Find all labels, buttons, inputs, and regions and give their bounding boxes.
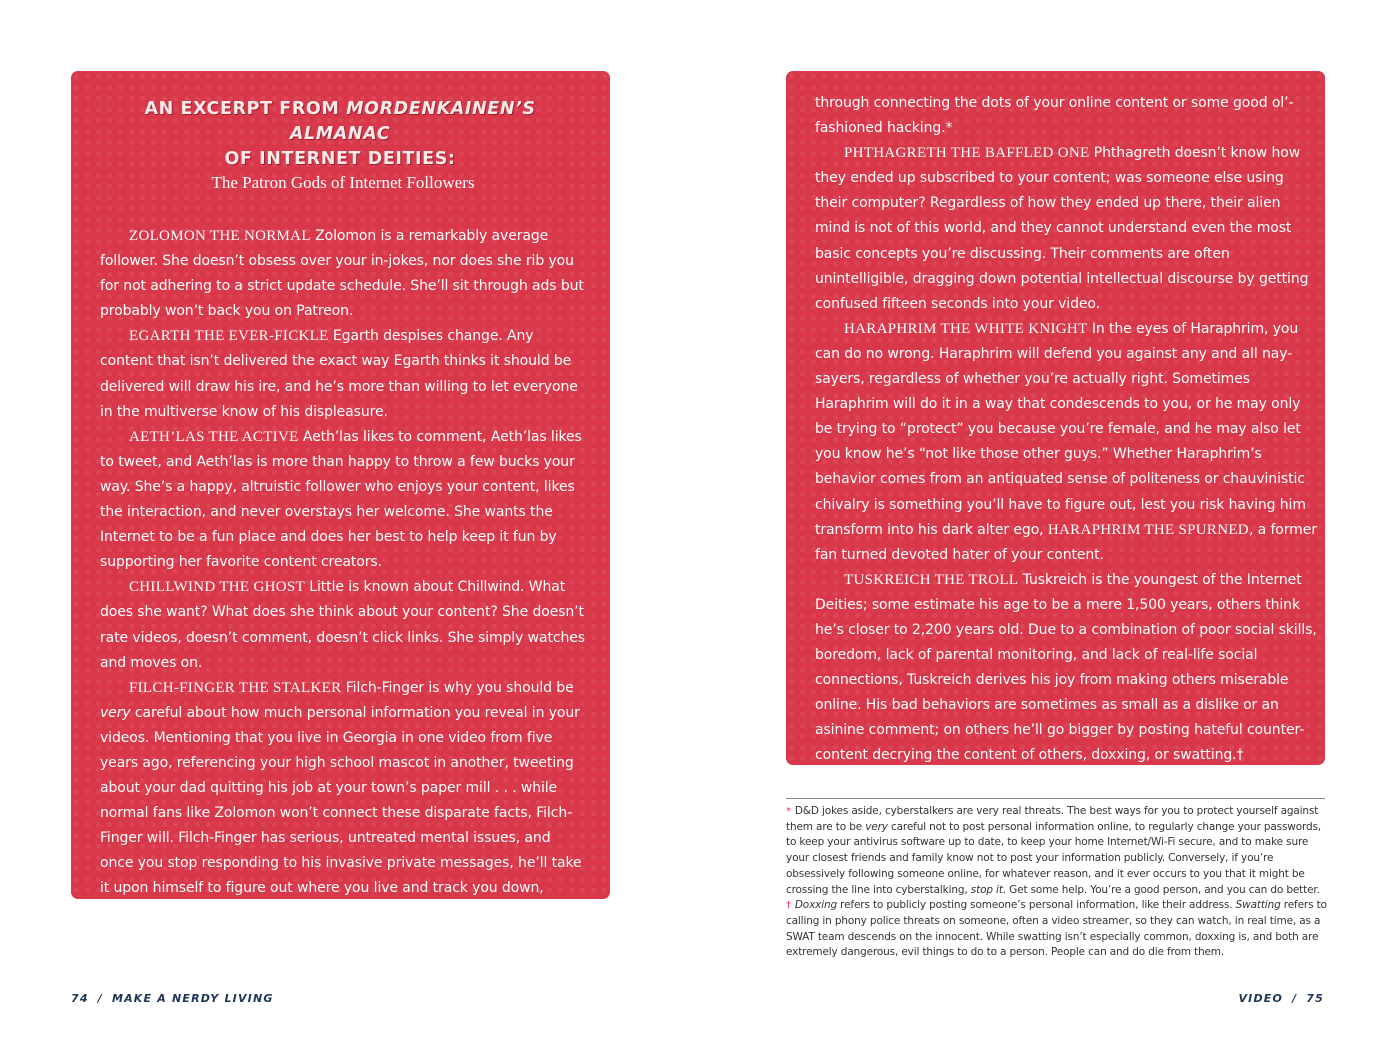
folio-left [71, 992, 274, 1005]
folio-separator: / [1292, 992, 1298, 1005]
footnote-mark: * [786, 806, 791, 817]
entry-filch-finger [100, 676, 586, 927]
right-page [698, 0, 1396, 1046]
entry-name: CHILLWIND THE GHOST [129, 579, 305, 596]
footnote-text: refers to calling in phony police threats on someone, often a video streamer, so they can watch, in real time, as a SWAT team descends on the innocent. While swatting isn’t especially common, doxxing is, and both are extremely dangerous, evil things to do to a person. People can and do die from them. [786, 899, 1327, 959]
sidebar-title [94, 97, 586, 172]
entry-text: In the eyes of Haraphrim, you can do no wrong. Haraphrim will defend you against any and all nay-sayers, regardless of whether you’re actually right. Sometimes Haraphrim will do it in a way that condescends to you, or he may only be trying to “protect” you because you’re female, and he may also let you know he’s “not like those other guys.” Whether Haraphrim’s behavior comes from an antiquated sense of politeness or chauvinistic chivalry is something you’ll have to figure out, lest you risk having him transform into his dark alter ego, [815, 320, 1306, 538]
entry-inline-name: HARAPHRIM THE SPURNED [1047, 521, 1249, 538]
footnote-italic: Swatting [1235, 899, 1281, 912]
entry-text: careful about how much personal information you reveal in your videos. Mentioning that you live in Georgia in one video from five years ago, referencing your high school mascot in another, tweeting about your dad quitting his job at your town’s paper mill . . . while normal fans like Zolomon won’t connect these disparate facts, Filch-Finger will. Filch-Finger has serious, untreated mental issues, and once you stop responding to his invasive private messages, he’ll take it upon himself to figure out where you live and track you down, whether it’s [100, 704, 582, 922]
footnote-2 [786, 898, 1331, 961]
entry-name: EGARTH THE EVER-FICKLE [129, 328, 329, 345]
entry-name: FILCH-FINGER THE STALKER [129, 679, 342, 696]
entry-text: , a former fan turned devoted hater of your content. [815, 521, 1317, 563]
footnote-text: . Get some help. You’re a good person, and you can do better. [1002, 883, 1320, 896]
entry-zolomon [100, 224, 586, 324]
entry-aethlas [100, 425, 586, 576]
entry-name: PHTHAGRETH THE BAFFLED ONE [844, 145, 1090, 162]
entry-text: Phthagreth doesn’t know how they ended up subscribed to your content; was someone else using their computer? Regardless of how they ended up there, their alien mind is not of this world, and they cannot understand even the most basic concepts you’re discussing. Their comments are often unintelligible, dragging down potential intellectual discourse by getting confused fifteen seconds into your video. [815, 145, 1309, 312]
entry-continuation: through connecting the dots of your online content or some good ol’-fashioned hacking.* [815, 95, 1294, 137]
footnote-italic: very [865, 820, 888, 833]
entry-text: Egarth despises change. Any content that isn’t delivered the exact way Egarth thinks it should be delivered will draw his ire, and he’s more than willing to let everyone in the multiverse know of his displeasure. [100, 328, 578, 420]
sidebar-box-left [71, 71, 610, 922]
folio-right [1238, 992, 1324, 1005]
entry-text: Aeth’las likes to comment, Aeth’las likes to tweet, and Aeth’las is more than happy to throw a few bucks your way. She’s a happy, altruistic follower who enjoys your content, likes the interaction, and never overstays her welcome. She wants the Internet to be a fun place and does her best to help keep it fun by supporting her favorite content creators. [100, 428, 582, 571]
sidebar-box-right [786, 71, 1325, 765]
folio-separator: / [97, 992, 103, 1005]
entry-name: ZOLOMON THE NORMAL [129, 228, 311, 244]
title-prefix: AN EXCERPT FROM [144, 99, 347, 119]
entry-name: HARAPHRIM THE WHITE KNIGHT [844, 320, 1088, 337]
entry-chillwind [100, 575, 586, 675]
entry-phthagreth [815, 141, 1317, 317]
footnote-italic: Doxxing [794, 899, 837, 912]
footnote-rule [786, 798, 1325, 799]
page-number: 75 [1306, 992, 1324, 1005]
entry-text: Zolomon is a remarkably average follower. She doesn’t obsess over your in-jokes, nor does she rib you for not adhering to a strict update schedule. She’ll sit through ads but probably won’t back you on Patreon. [100, 228, 584, 320]
entry-text: Little is known about Chillwind. What does she want? What does she think about your content? She doesn’t rate videos, doesn’t comment, doesn’t click links. She simply watches and moves on. [100, 579, 585, 671]
running-head: MAKE A NERDY LIVING [111, 992, 274, 1005]
entry-name: AETH’LAS THE ACTIVE [129, 428, 299, 445]
footnote-text: careful not to post personal information online, to regularly change your passwords, to keep your antivirus software up to date, to keep your home Internet/Wi-Fi secure, and to make sure your closest friends and family know not to post your information publicly. Conversely, if you’re obsessively following someone online, for whatever reason, and it ever occurs to you that it might be crossing the line into cyberstalking, [786, 820, 1321, 896]
footnote-text: D&D jokes aside, cyberstalkers are very real threats. The best ways for you to protect yourself against them are to be [786, 805, 1319, 833]
footnote-text: refers to publicly posting someone’s personal information, like their address. [836, 899, 1236, 912]
footnote-italic: stop it [970, 883, 1003, 896]
entry-name: TUSKREICH THE TROLL [844, 571, 1019, 588]
entry-haraphrim [815, 317, 1317, 568]
sidebar-subtitle: The Patron Gods of Internet Followers [211, 173, 475, 192]
entry-egarth [100, 324, 586, 424]
footnotes [786, 804, 1331, 961]
running-head: VIDEO [1238, 992, 1284, 1005]
title-italic: MORDENKAINEN’S ALMANAC [289, 99, 536, 144]
entry-tuskreich [815, 568, 1317, 769]
footnote-mark: † [786, 900, 791, 912]
entry-text: Filch-Finger is why you should be [341, 679, 574, 696]
entry-text: Tuskreich is the youngest of the Internet Deities; some estimate his age to be a mere 1,500 years, others think he’s closer to 2,200 years old. Due to a combination of poor social skills, boredom, lack of parental monitoring, and lack of real-life social connections, Tuskreich derives his joy from making others miserable online. His bad behaviors are sometimes as small as a dislike or an asinine comment; on others he’ll go bigger by posting hateful counter-content decrying the content of others, doxxing, or swatting.† [815, 571, 1317, 764]
title-suffix: OF INTERNET DEITIES: [224, 149, 456, 169]
entry-text-italic: very [100, 704, 131, 721]
page-number: 74 [71, 992, 89, 1005]
footnote-1 [786, 804, 1331, 898]
